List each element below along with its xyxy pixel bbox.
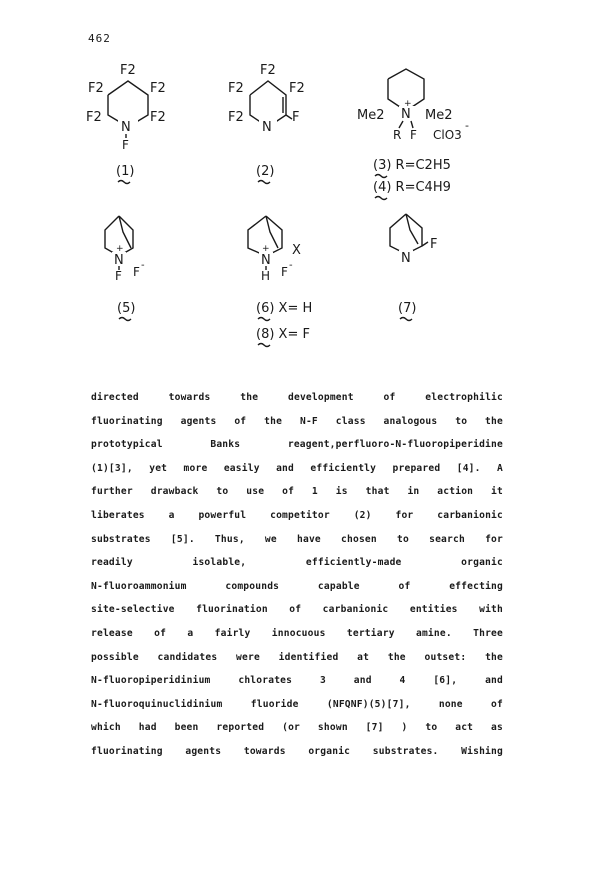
page-number: 462 — [88, 32, 111, 45]
charge-minus: - — [465, 119, 469, 132]
body-paragraph — [91, 386, 503, 764]
text-line: substrates [5]. Thus, we have chosen to search for — [91, 533, 503, 545]
atom-f: F — [430, 237, 438, 252]
atom-n-plus: N — [261, 253, 271, 268]
text-line: fluorinating agents towards organic substrates. Wishing — [91, 745, 503, 757]
substituent-x: X — [292, 243, 301, 258]
text-line: release of a fairly innocuous tertiary amine. Three — [91, 627, 503, 639]
atom-n: N — [401, 251, 411, 266]
fluoride-ion: F — [133, 265, 140, 279]
text-line: N-fluoroquinuclidinium fluoride (NFQNF)(5)[7], none of — [91, 698, 503, 710]
atom-f2-left-upper: F2 — [88, 81, 104, 96]
text-line: N-fluoropiperidinium chlorates 3 and 4 [6], and — [91, 675, 503, 687]
atom-r: R — [393, 128, 402, 142]
text-line: further drawback to use of 1 is that in action it — [91, 486, 503, 498]
atom-f: F — [410, 128, 417, 142]
charge-plus: + — [262, 244, 270, 254]
charge-minus: - — [141, 260, 145, 271]
structure-2 — [222, 55, 322, 195]
fluoride-ion: F — [281, 265, 288, 279]
text-line: fluorinating agents of the N-F class analogous to the — [91, 415, 503, 427]
compound-label-2: (2) — [256, 164, 275, 179]
atom-f: F — [292, 110, 300, 125]
structure-1 — [80, 55, 180, 195]
atom-f2-right-upper: F2 — [150, 81, 166, 96]
atom-f2-left-lower: F2 — [228, 110, 244, 125]
atom-f-on-n: F — [115, 269, 122, 283]
atom-h: H — [261, 269, 271, 283]
compound-label-3: (3) R=C2H5 — [373, 158, 451, 173]
charge-minus: - — [289, 260, 293, 271]
atom-f2-left-upper: F2 — [228, 81, 244, 96]
compound-label-1: (1) — [116, 164, 135, 179]
atom-f2-top: F2 — [260, 63, 276, 78]
text-line: (1)[3], yet more easily and efficiently prepared [4]. A — [91, 462, 503, 474]
compound-label-4: (4) R=C4H9 — [373, 180, 451, 195]
atom-n: N — [262, 120, 272, 135]
atom-n-plus: N — [401, 107, 411, 122]
text-line: liberates a powerful competitor (2) for carbanionic — [91, 509, 503, 521]
text-line: possible candidates were identified at the outset: the — [91, 651, 503, 663]
text-line: site-selective fluorination of carbanionic entities with — [91, 604, 503, 616]
atom-n: N — [121, 120, 131, 135]
compound-label-5: (5) — [117, 301, 136, 316]
text-line: directed towards the development of electrophilic — [91, 392, 503, 403]
counterion-clo3: ClO3 — [433, 128, 462, 142]
atom-n-plus: N — [114, 253, 124, 268]
text-line: readily isolable, efficiently-made organic — [91, 557, 503, 569]
structure-3-4 — [355, 55, 505, 205]
structure-7 — [380, 208, 480, 328]
atom-me2-left: Me2 — [357, 108, 385, 123]
atom-f2-top: F2 — [120, 63, 136, 78]
structure-5 — [95, 208, 195, 328]
atom-f2-right-upper: F2 — [289, 81, 305, 96]
atom-f2-right-lower: F2 — [150, 110, 166, 125]
compound-label-8: (8) X= F — [256, 327, 310, 342]
atom-me2-right: Me2 — [425, 108, 453, 123]
atom-f: F — [122, 138, 129, 152]
structure-6-8 — [238, 208, 368, 358]
compound-label-7: (7) — [398, 301, 417, 316]
compound-label-6: (6) X= H — [256, 301, 313, 316]
text-line: prototypical Banks reagent,perfluoro-N-fluoropiperidine — [91, 439, 503, 451]
charge-plus: + — [116, 244, 124, 254]
cage-bonds — [390, 214, 422, 254]
text-line: N-fluoroammonium compounds capable of effecting — [91, 580, 503, 592]
charge-plus: + — [404, 99, 412, 109]
text-line: which had been reported (or shown [7] ) to act as — [91, 722, 503, 734]
atom-f2-left-lower: F2 — [86, 110, 102, 125]
